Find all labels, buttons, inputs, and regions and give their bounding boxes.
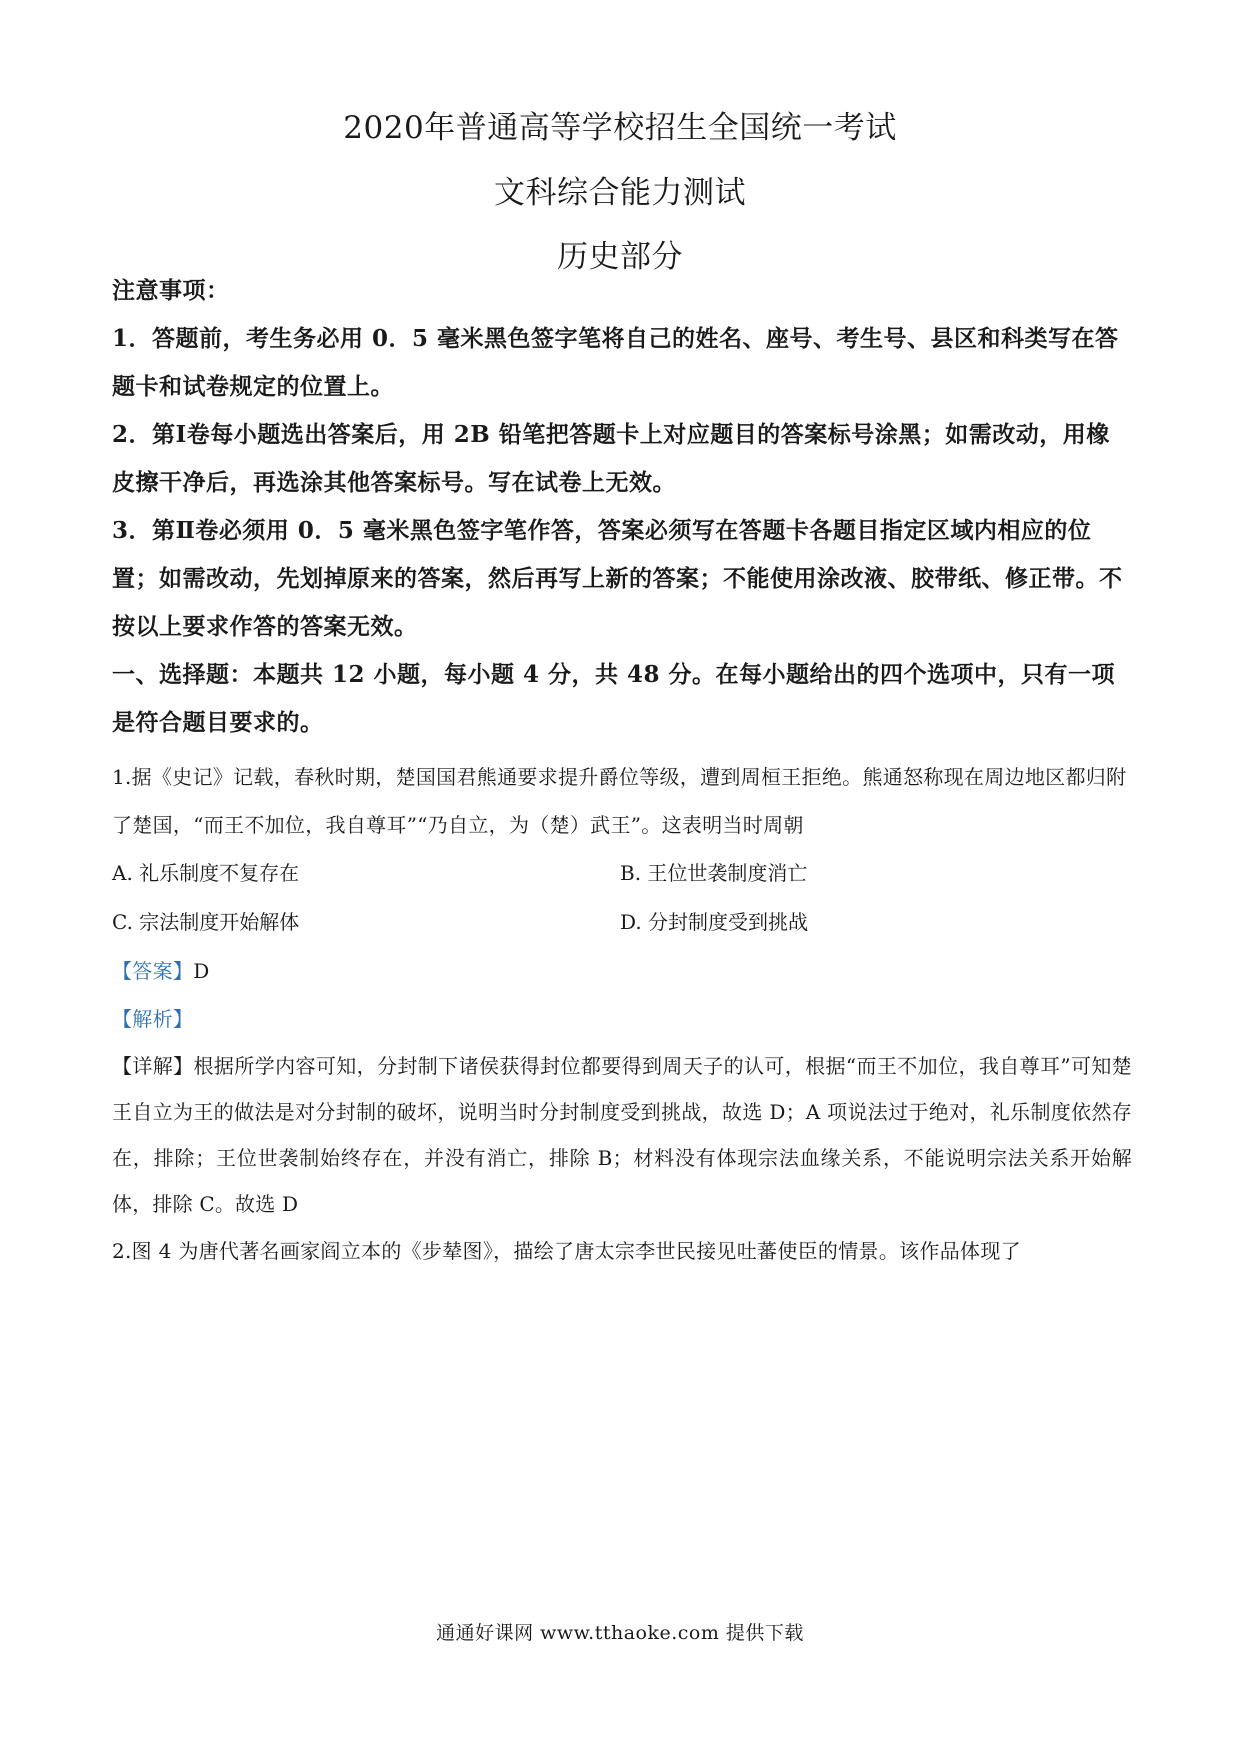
question-2-stem: 2.图 4 为唐代著名画家阎立本的《步辇图》，描绘了唐太宗李世民接见吐蕃使臣的情景。该作品体现了 bbox=[112, 1239, 1021, 1263]
exam-title: 2020年普通高等学校招生全国统一考试 bbox=[343, 110, 897, 146]
question-1-options bbox=[112, 849, 1132, 947]
option-d: D. 分封制度受到挑战 bbox=[620, 910, 809, 934]
option-c: C. 宗法制度开始解体 bbox=[112, 910, 300, 934]
answer-line bbox=[112, 947, 1132, 995]
answer-tag: 【答案】 bbox=[112, 959, 194, 983]
note-item-1: 1．答题前，考生务必用 0．5 毫米黑色签字笔将自己的姓名、座号、考生号、县区和科类写在答题卡和试卷规定的位置上。 bbox=[112, 325, 1119, 400]
section-title: 历史部分 bbox=[557, 239, 683, 275]
detail-paragraph bbox=[112, 1043, 1132, 1227]
analysis-line bbox=[112, 995, 1132, 1043]
note-item-2: 2．第Ⅰ卷每小题选出答案后，用 2B 铅笔把答题卡上对应题目的答案标号涂黑；如需改动，用橡皮擦干净后，再选涂其他答案标号。写在试卷上无效。 bbox=[112, 421, 1110, 496]
notes-heading: 注意事项： bbox=[112, 277, 230, 304]
exam-content bbox=[112, 267, 1132, 1275]
note-item-3: 3．第Ⅱ卷必须用 0．5 毫米黑色签字笔作答，答案必须写在答题卡各题目指定区域内相应的位置；如需改动，先划掉原来的答案，然后再写上新的答案；不能使用涂改液、胶带纸、修正带。不按以上要求作答的答案无效。 bbox=[112, 517, 1123, 640]
option-a: A. 礼乐制度不复存在 bbox=[112, 861, 300, 885]
answer-value: D bbox=[193, 959, 210, 983]
question-1-stem: 1.据《史记》记载，春秋时期，楚国国君熊通要求提升爵位等级，遭到周桓王拒绝。熊通怒称现在周边地区都归附了楚国，“而王不加位，我自尊耳”“乃自立，为（楚）武王”。这表明当时周朝 bbox=[112, 765, 1127, 837]
footer-source: 通通好课网 www.tthaoke.com 提供下载 bbox=[436, 1622, 804, 1644]
detail-tag: 【详解】 bbox=[112, 1054, 194, 1078]
detail-text: 根据所学内容可知，分封制下诸侯获得封位都要得到周天子的认可，根据“而王不加位，我自尊耳”可知楚王自立为王的做法是对分封制的破坏，说明当时分封制度受到挑战，故选 D；A 项说法过于绝对，礼乐制度依然存在，排除；王位世袭制始终存在，并没有消亡，排除 B；材料没有体现宗法血缘关系，不能说明宗法关系开始解体，排除 C。故选 D bbox=[112, 1054, 1132, 1216]
analysis-tag: 【解析】 bbox=[112, 1007, 194, 1031]
exam-subtitle: 文科综合能力测试 bbox=[494, 175, 746, 211]
option-b: B. 王位世袭制度消亡 bbox=[620, 861, 808, 885]
section1-heading: 一、选择题：本题共 12 小题，每小题 4 分，共 48 分。在每小题给出的四个选项中，只有一项是符合题目要求的。 bbox=[112, 661, 1116, 736]
